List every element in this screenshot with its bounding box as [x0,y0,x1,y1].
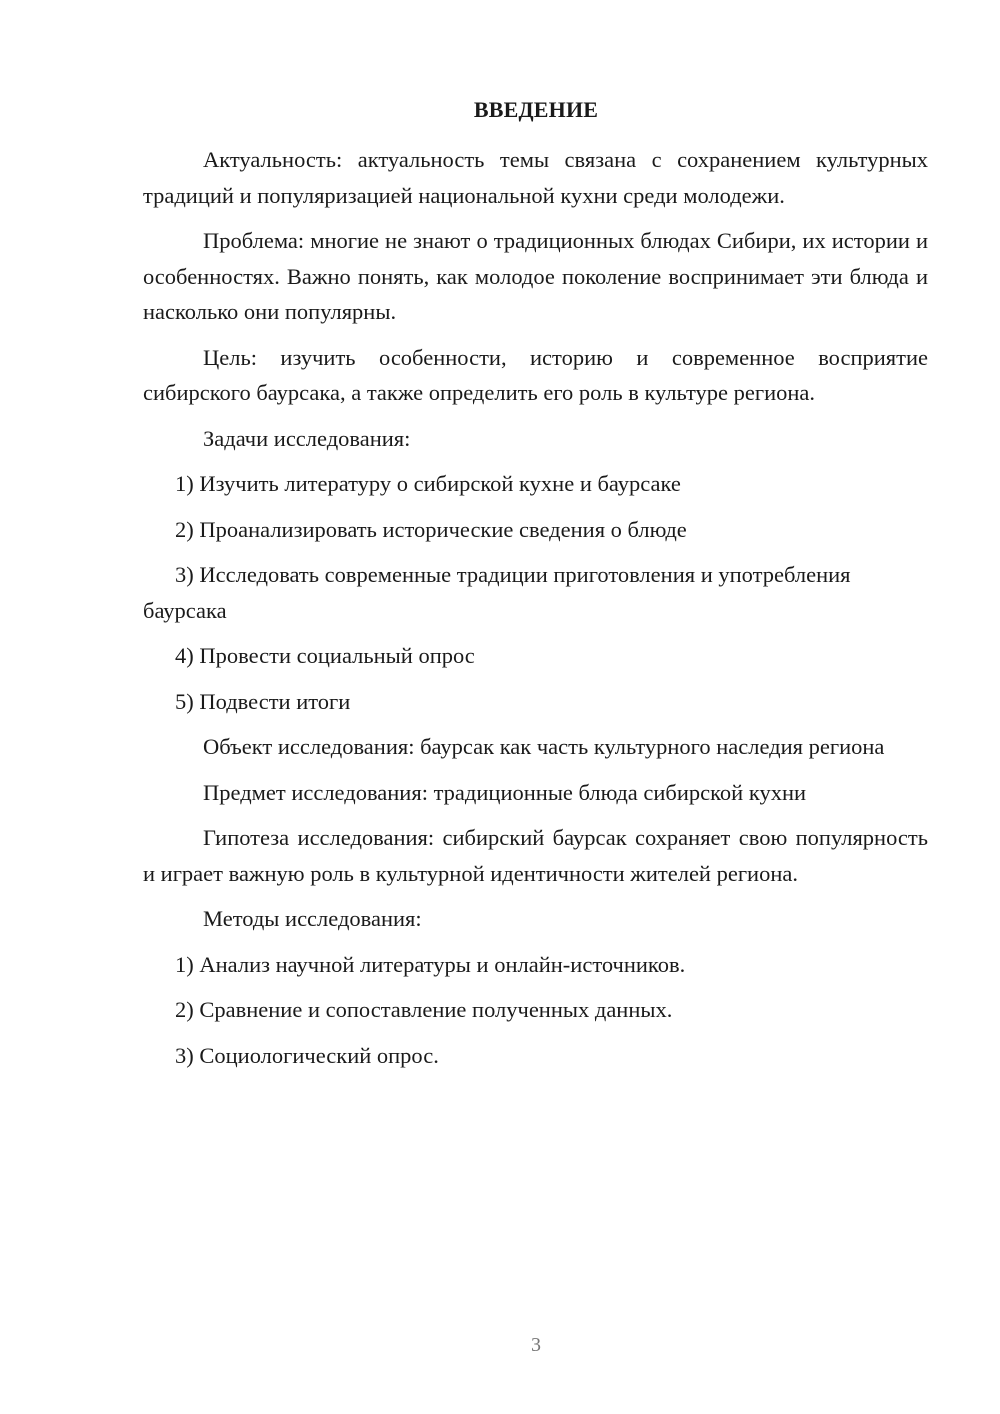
page-content [143,142,928,1083]
object-paragraph: Объект исследования: баурсак как часть культурного наследия региона [203,734,885,759]
problem-paragraph: Проблема: многие не знают о традиционных блюдах Сибири, их истории и особенностях. Важно понять, как молодое поколение воспринимает эти блюда и насколько они популярны. [143,228,928,324]
task-item: 4) Провести социальный опрос [175,643,475,668]
method-item: 2) Сравнение и сопоставление полученных данных. [175,997,673,1022]
hypothesis-paragraph: Гипотеза исследования: сибирский баурсак сохраняет свою популярность и играет важную роль в культурной идентичности жителей региона. [143,825,928,886]
tasks-heading: Задачи исследования: [203,425,411,451]
goal-paragraph: Цель: изучить особенности, историю и современное восприятие сибирского баурсака, а также определить его роль в культуре региона. [143,344,928,405]
relevance-paragraph: Актуальность: актуальность темы связана с сохранением культурных традиций и популяризацией национальной кухни среди молодежи. [143,147,928,208]
method-item: 3) Социологический опрос. [175,1042,439,1068]
task-item: 2) Проанализировать исторические сведения о блюде [175,516,687,542]
methods-list [143,947,928,1074]
page-number: 3 [531,1334,541,1356]
subject-paragraph: Предмет исследования: традиционные блюда сибирской кухни [203,779,807,805]
task-item: 5) Подвести итоги [175,688,351,714]
section-title: ВВЕДЕНИЕ [473,97,599,122]
methods-heading: Методы исследования: [203,906,422,931]
task-item: 3) Исследовать современные традиции приготовления и употребления баурсака [143,562,851,623]
tasks-list [143,466,928,719]
task-item: 1) Изучить литературу о сибирской кухне и баурсаке [175,471,681,496]
method-item: 1) Анализ научной литературы и онлайн-источников. [175,951,686,977]
